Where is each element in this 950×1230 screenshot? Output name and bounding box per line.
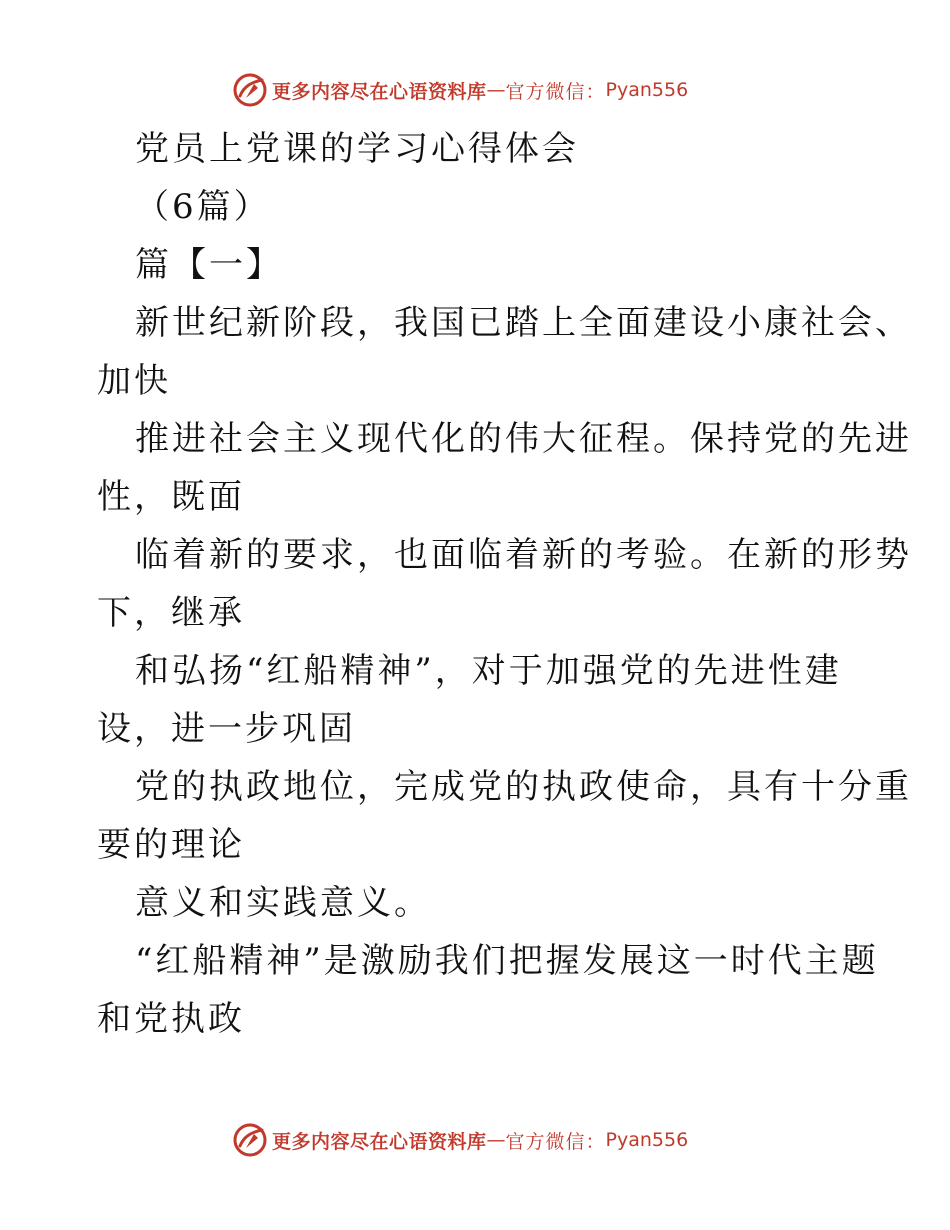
footer-wechat-id: Pyan556 bbox=[605, 1129, 689, 1151]
footer-wechat-label: 官方微信： bbox=[505, 1130, 606, 1153]
paragraph-line: 和党执政 bbox=[97, 999, 245, 1039]
document-body bbox=[97, 120, 912, 1048]
paragraph-line: 推进社会主义现代化的伟大征程。保持党的先进 bbox=[135, 419, 912, 459]
document-subtitle: （6篇） bbox=[135, 187, 271, 227]
footer-brand-text: 更多内容尽在心语资料库 bbox=[272, 1130, 487, 1153]
section-heading: 篇【一】 bbox=[135, 245, 283, 285]
paragraph-line: 性，既面 bbox=[97, 477, 245, 517]
paragraph-line: 要的理论 bbox=[97, 825, 245, 865]
brand-logo-icon bbox=[232, 72, 268, 108]
paragraph-line: 设，进一步巩固 bbox=[97, 709, 356, 749]
header-wechat-label: 官方微信： bbox=[505, 80, 606, 103]
footer-separator: — bbox=[486, 1129, 506, 1151]
paragraph-line: 党的执政地位，完成党的执政使命，具有十分重 bbox=[135, 767, 912, 807]
paragraph-line: 新世纪新阶段，我国已踏上全面建设小康社会、 bbox=[135, 303, 912, 343]
header-brand-text: 更多内容尽在心语资料库 bbox=[272, 80, 487, 103]
header-brand-bar bbox=[232, 70, 732, 110]
header-separator: — bbox=[486, 79, 506, 101]
paragraph-line: 临着新的要求，也面临着新的考验。在新的形势 bbox=[135, 535, 912, 575]
paragraph-line: 和弘扬“红船精神”，对于加强党的先进性建 bbox=[135, 651, 842, 691]
header-wechat-id: Pyan556 bbox=[605, 79, 689, 101]
paragraph-line: 下，继承 bbox=[97, 593, 245, 633]
paragraph-line: 加快 bbox=[97, 361, 171, 401]
paragraph-line: “红船精神”是激励我们把握发展这一时代主题 bbox=[135, 941, 879, 981]
footer-brand-bar bbox=[232, 1120, 732, 1160]
document-title: 党员上党课的学习心得体会 bbox=[135, 129, 579, 169]
brand-logo-icon bbox=[232, 1122, 268, 1158]
paragraph-line: 意义和实践意义。 bbox=[135, 883, 431, 923]
